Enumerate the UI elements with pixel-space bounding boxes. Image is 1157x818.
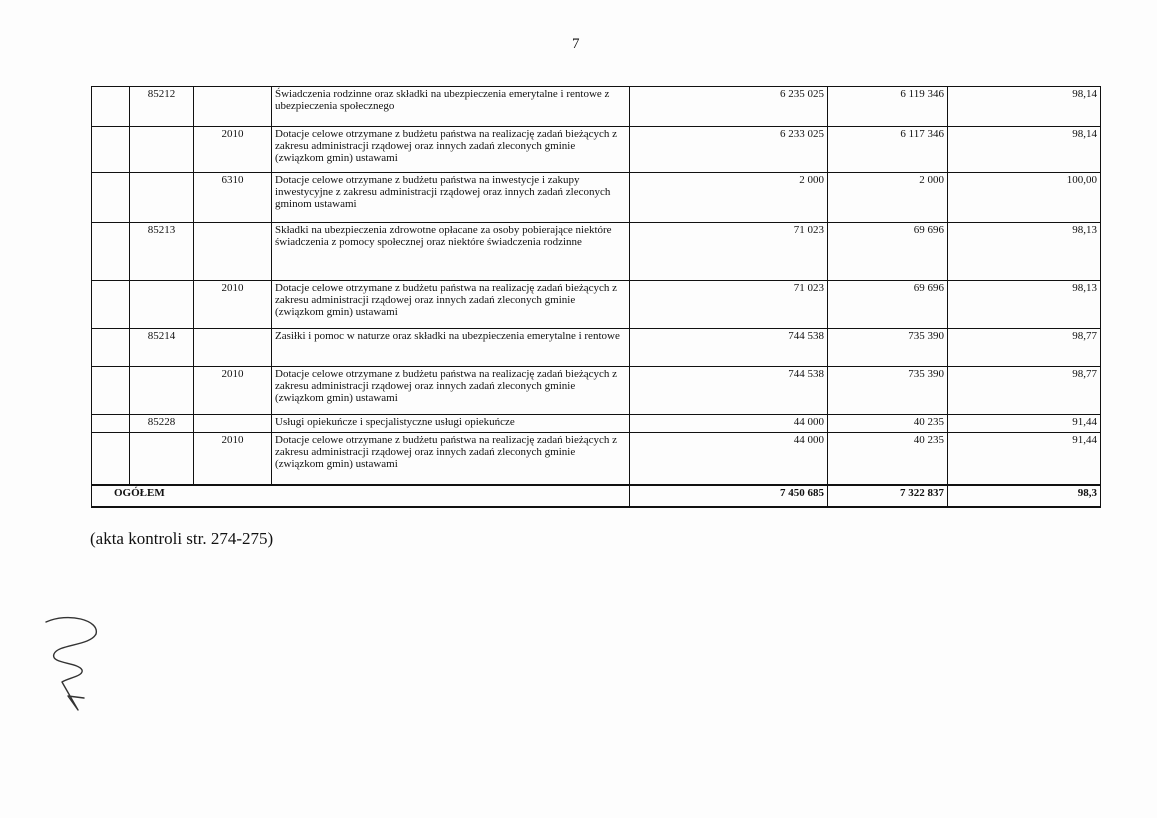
cell-paragraf: 2010 [194, 127, 272, 173]
cell-dzial [92, 127, 130, 173]
cell-wykonanie: 2 000 [828, 173, 948, 223]
budget-table [91, 86, 1101, 508]
cell-wykonanie: 735 390 [828, 367, 948, 415]
cell-wykonanie: 69 696 [828, 223, 948, 281]
cell-dzial [92, 173, 130, 223]
audit-reference-note: (akta kontroli str. 274-275) [90, 529, 274, 548]
cell-paragraf: 2010 [194, 433, 272, 485]
cell-plan: 744 538 [630, 329, 828, 367]
cell-opis: Zasiłki i pomoc w naturze oraz składki na ubezpieczenia emerytalne i rentowe [272, 329, 630, 367]
cell-opis: Składki na ubezpieczenia zdrowotne opłacane za osoby pobierające niektóre świadczenia z pomocy społecznej oraz niektóre świadczenia rodzinne [272, 223, 630, 281]
table-row [92, 329, 1101, 367]
table-row [92, 415, 1101, 433]
cell-plan: 6 235 025 [630, 87, 828, 127]
cell-rozdzial: 85212 [130, 87, 194, 127]
cell-procent: 91,44 [948, 433, 1101, 485]
table-row [92, 367, 1101, 415]
cell-procent: 98,77 [948, 367, 1101, 415]
cell-opis: Dotacje celowe otrzymane z budżetu państwa na realizację zadań bieżących z zakresu administracji rządowej oraz innych zadań zleconych gminie (związkom gmin) ustawami [272, 367, 630, 415]
table-row [92, 87, 1101, 127]
cell-plan: 2 000 [630, 173, 828, 223]
cell-plan: 744 538 [630, 367, 828, 415]
table-row [92, 173, 1101, 223]
total-label: OGÓŁEM [92, 485, 630, 507]
cell-rozdzial [130, 173, 194, 223]
cell-paragraf: 2010 [194, 367, 272, 415]
cell-wykonanie: 6 119 346 [828, 87, 948, 127]
cell-procent: 91,44 [948, 415, 1101, 433]
cell-plan: 71 023 [630, 281, 828, 329]
cell-wykonanie: 6 117 346 [828, 127, 948, 173]
handwritten-signature [38, 612, 108, 722]
cell-opis: Dotacje celowe otrzymane z budżetu państwa na realizację zadań bieżących z zakresu administracji rządowej oraz innych zadań zleconych gminie (związkom gmin) ustawami [272, 281, 630, 329]
cell-paragraf [194, 223, 272, 281]
cell-wykonanie: 735 390 [828, 329, 948, 367]
table-row [92, 433, 1101, 485]
cell-rozdzial: 85228 [130, 415, 194, 433]
cell-rozdzial [130, 281, 194, 329]
cell-plan: 44 000 [630, 433, 828, 485]
cell-opis: Usługi opiekuńcze i specjalistyczne usługi opiekuńcze [272, 415, 630, 433]
cell-opis: Dotacje celowe otrzymane z budżetu państwa na realizację zadań bieżących z zakresu administracji rządowej oraz innych zadań zleconych gminie (związkom gmin) ustawami [272, 127, 630, 173]
cell-opis: Świadczenia rodzinne oraz składki na ubezpieczenia emerytalne i rentowe z ubezpieczenia społecznego [272, 87, 630, 127]
cell-dzial [92, 415, 130, 433]
cell-wykonanie: 40 235 [828, 415, 948, 433]
total-row [92, 485, 1101, 507]
cell-dzial [92, 433, 130, 485]
cell-dzial [92, 281, 130, 329]
table-row [92, 127, 1101, 173]
cell-rozdzial [130, 127, 194, 173]
cell-procent: 98,14 [948, 127, 1101, 173]
table-row [92, 223, 1101, 281]
cell-opis: Dotacje celowe otrzymane z budżetu państwa na realizację zadań bieżących z zakresu administracji rządowej oraz innych zadań zleconych gminie (związkom gmin) ustawami [272, 433, 630, 485]
cell-wykonanie: 69 696 [828, 281, 948, 329]
cell-wykonanie: 40 235 [828, 433, 948, 485]
cell-rozdzial: 85214 [130, 329, 194, 367]
table-row [92, 281, 1101, 329]
cell-paragraf [194, 329, 272, 367]
cell-dzial [92, 223, 130, 281]
cell-rozdzial: 85213 [130, 223, 194, 281]
cell-opis: Dotacje celowe otrzymane z budżetu państwa na inwestycje i zakupy inwestycyjne z zakresu administracji rządowej oraz innych zadań zleconych gminom ustawami [272, 173, 630, 223]
cell-rozdzial [130, 433, 194, 485]
cell-plan: 44 000 [630, 415, 828, 433]
cell-procent: 98,13 [948, 281, 1101, 329]
cell-paragraf [194, 415, 272, 433]
cell-paragraf: 6310 [194, 173, 272, 223]
cell-paragraf: 2010 [194, 281, 272, 329]
cell-procent: 98,13 [948, 223, 1101, 281]
cell-dzial [92, 329, 130, 367]
total-procent: 98,3 [948, 485, 1101, 507]
cell-procent: 98,14 [948, 87, 1101, 127]
cell-plan: 71 023 [630, 223, 828, 281]
cell-dzial [92, 87, 130, 127]
cell-procent: 100,00 [948, 173, 1101, 223]
total-plan: 7 450 685 [630, 485, 828, 507]
cell-paragraf [194, 87, 272, 127]
total-wykonanie: 7 322 837 [828, 485, 948, 507]
cell-procent: 98,77 [948, 329, 1101, 367]
cell-plan: 6 233 025 [630, 127, 828, 173]
page-number: 7 [572, 36, 580, 52]
cell-rozdzial [130, 367, 194, 415]
cell-dzial [92, 367, 130, 415]
